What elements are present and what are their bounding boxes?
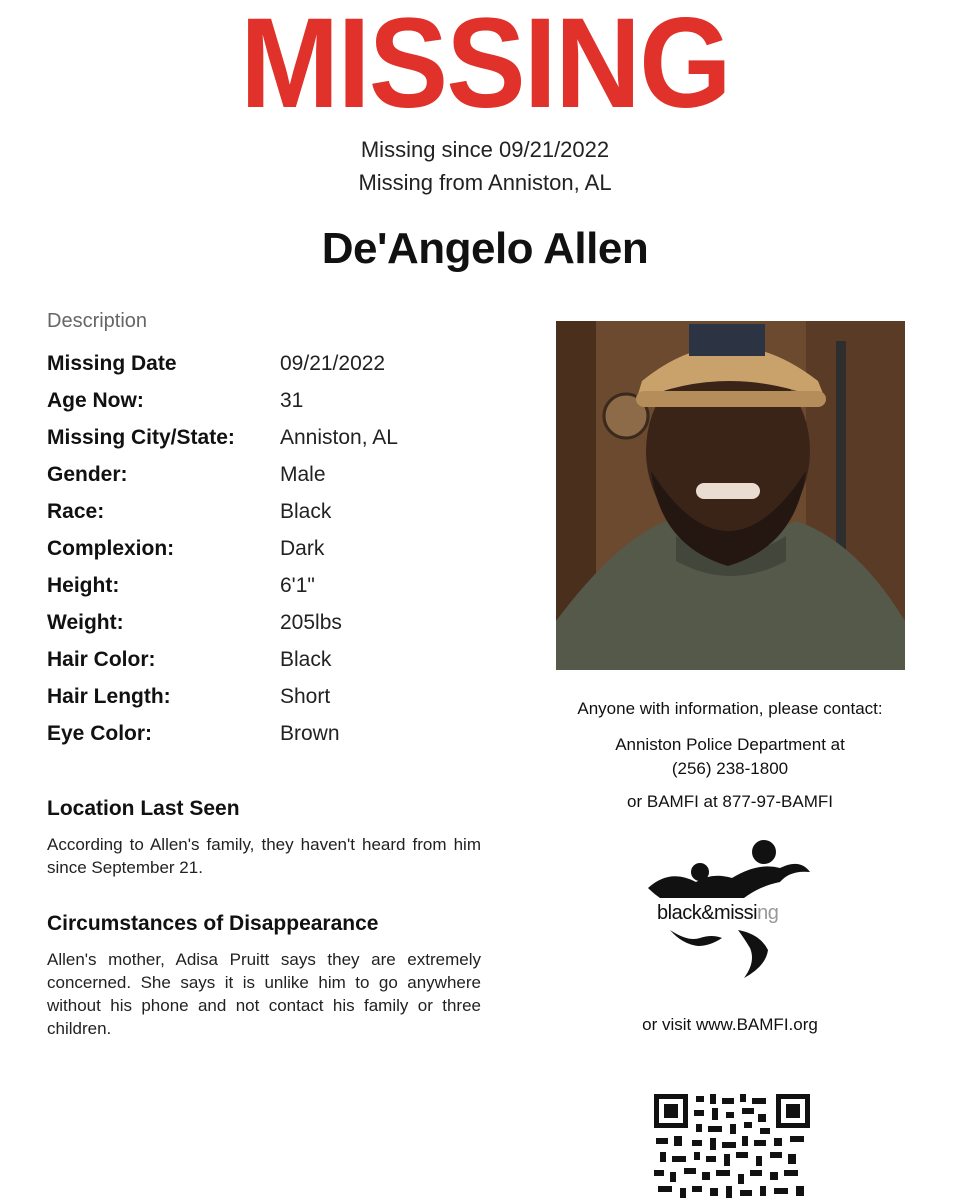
fact-value: Brown bbox=[280, 722, 340, 745]
fact-list bbox=[47, 352, 517, 759]
fact-row-hair-color bbox=[47, 648, 517, 685]
fact-value: Short bbox=[280, 685, 331, 708]
fact-row-eye-color bbox=[47, 722, 517, 759]
fact-value: 6'1" bbox=[280, 574, 315, 597]
fact-label: Missing Date bbox=[47, 352, 177, 375]
fact-label: Race: bbox=[47, 500, 105, 523]
fact-row-gender bbox=[47, 463, 517, 500]
fact-label: Eye Color: bbox=[47, 722, 153, 745]
fact-label: Hair Color: bbox=[47, 648, 156, 671]
circumstances-body: Allen's mother, Adisa Pruitt says they are extremely concerned. She says it is unlike him to go anywhere without his phone and not contact his family or three children. bbox=[47, 950, 481, 1038]
contact-bamfi-phone: or BAMFI at 877-97-BAMFI bbox=[627, 792, 833, 811]
person-photo bbox=[556, 321, 905, 670]
fact-label: Missing City/State: bbox=[47, 426, 235, 449]
fact-row-race bbox=[47, 500, 517, 537]
fact-row-height bbox=[47, 574, 517, 611]
logo-text: black&missing bbox=[657, 902, 779, 924]
fact-value: Dark bbox=[280, 537, 325, 560]
fact-label: Height: bbox=[47, 574, 120, 597]
missing-headline: MISSING bbox=[240, 0, 730, 135]
fact-label: Weight: bbox=[47, 611, 124, 634]
fact-value: Black bbox=[280, 648, 332, 671]
contact-intro: Anyone with information, please contact: bbox=[577, 699, 883, 718]
fact-value: Male bbox=[280, 463, 326, 486]
contact-phone: (256) 238-1800 bbox=[671, 759, 789, 778]
missing-since-line: Missing since 09/21/2022 bbox=[360, 137, 610, 162]
missing-from-line: Missing from Anniston, AL bbox=[358, 170, 612, 195]
black-and-missing-logo bbox=[640, 838, 820, 983]
fact-row-age bbox=[47, 389, 517, 426]
fact-value: Black bbox=[280, 500, 332, 523]
fact-row-hair-length bbox=[47, 685, 517, 722]
fact-value: Anniston, AL bbox=[280, 426, 398, 449]
circumstances-title: Circumstances of Disappearance bbox=[47, 912, 379, 935]
location-last-seen-body: According to Allen's family, they haven't heard from him since September 21. bbox=[47, 835, 481, 877]
fact-value: 09/21/2022 bbox=[280, 352, 386, 375]
fact-label: Age Now: bbox=[47, 389, 144, 412]
fact-row-complexion bbox=[47, 537, 517, 574]
fact-label: Hair Length: bbox=[47, 685, 171, 708]
contact-police-department: Anniston Police Department at bbox=[615, 735, 845, 754]
fact-row-weight bbox=[47, 611, 517, 648]
contact-website: or visit www.BAMFI.org bbox=[642, 1015, 818, 1034]
location-last-seen-title: Location Last Seen bbox=[47, 797, 240, 820]
person-name: De'Angelo Allen bbox=[321, 224, 649, 273]
fact-value: 31 bbox=[280, 389, 304, 412]
qr-code[interactable] bbox=[652, 1092, 812, 1200]
fact-row-city-state bbox=[47, 426, 517, 463]
fact-label: Complexion: bbox=[47, 537, 175, 560]
description-heading: Description bbox=[47, 310, 148, 332]
fact-label: Gender: bbox=[47, 463, 128, 486]
fact-value: 205lbs bbox=[280, 611, 342, 634]
fact-row-missing-date bbox=[47, 352, 517, 389]
